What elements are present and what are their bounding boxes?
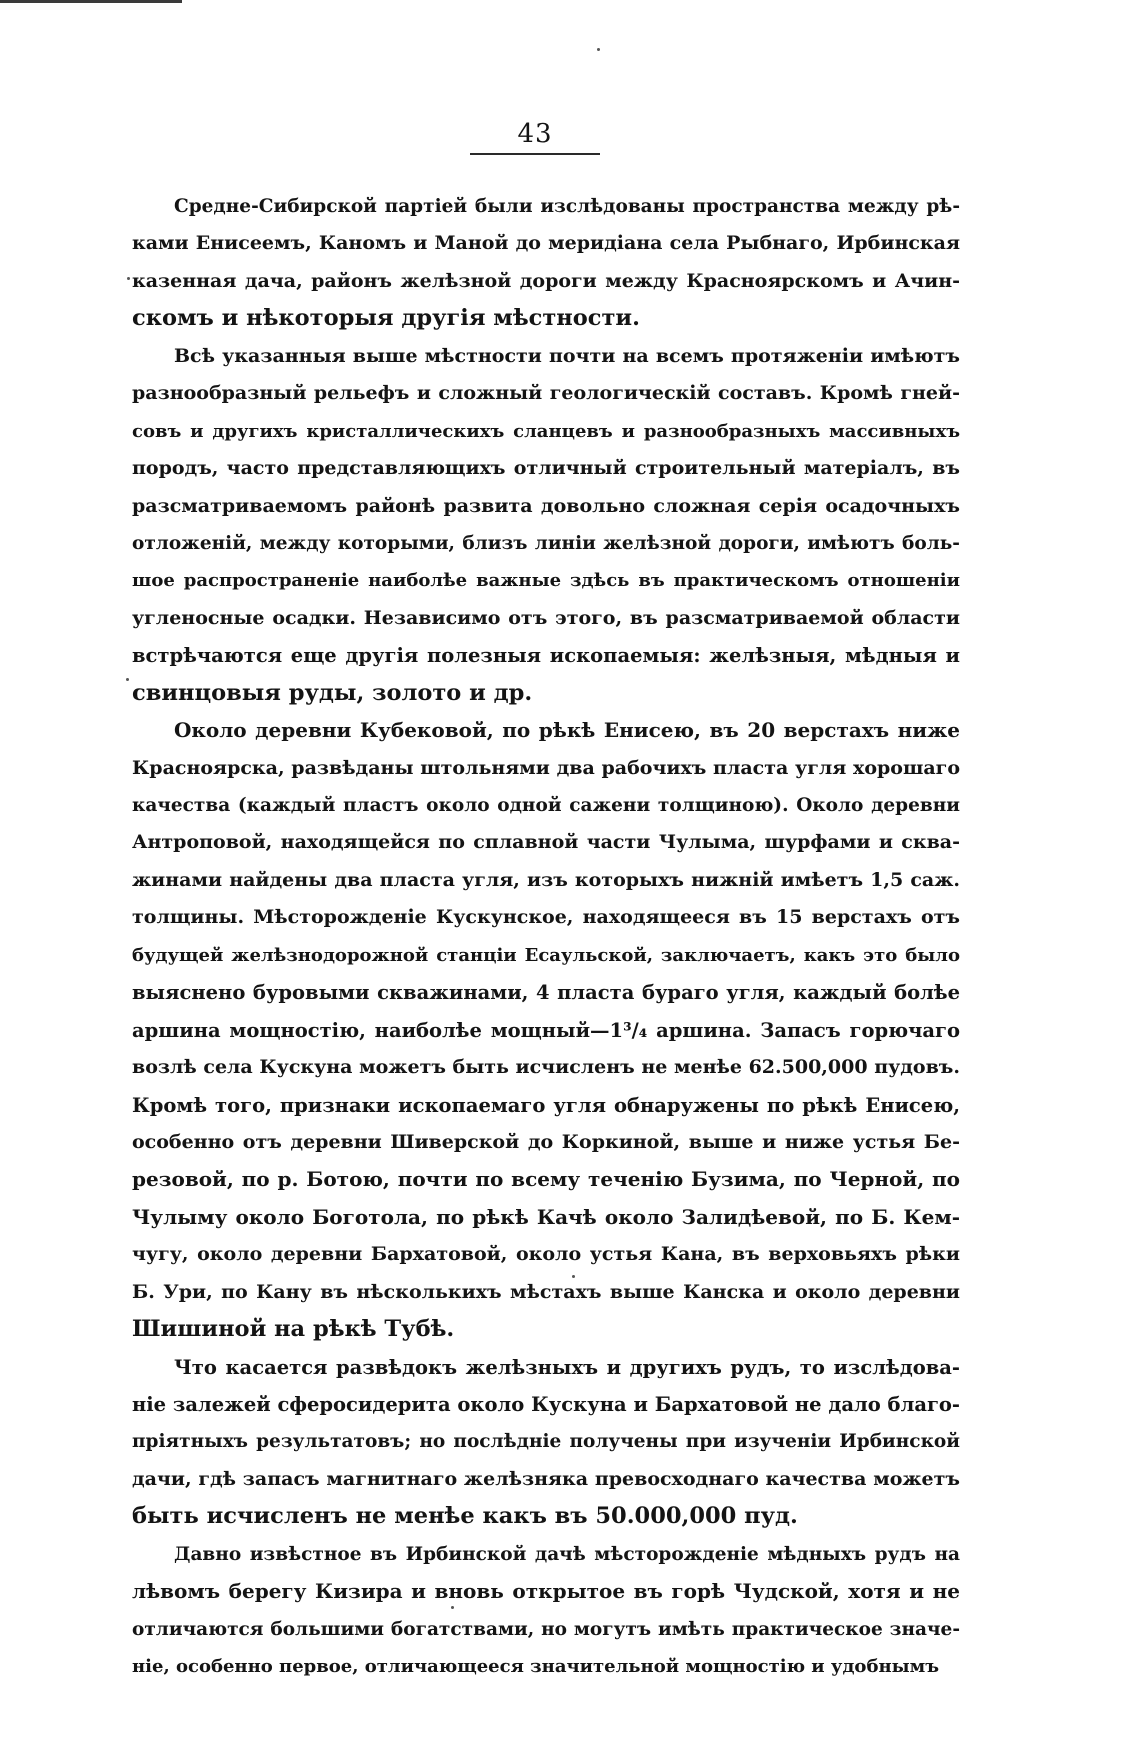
text-line: пріятныхъ результатовъ; но послѣдніе получены при изученіи Ирбинской [132,1431,960,1453]
text-line: выяснено буровыми скважинами, 4 пласта бураго угля, каждый болѣе [132,981,960,1005]
text-line: Чулыму около Боготола, по рѣкѣ Качѣ около Залидѣевой, по Б. Кем- [132,1204,960,1229]
text-line: Около деревни Кубековой, по рѣкѣ Енисею, въ 20 верстахъ ниже [174,718,960,743]
page-number-underline [470,153,600,155]
paragraph [132,188,960,338]
text-line: возлѣ села Кускуна можетъ быть исчисленъ не менѣе 62.500,000 пудовъ. [132,1056,960,1079]
paragraph [132,712,960,1348]
scan-edge-rule [0,0,182,3]
paragraph [132,1349,960,1536]
text-line: разсматриваемомъ районѣ развита довольно сложная серія осадочныхъ [132,494,960,517]
paragraph [132,1536,960,1686]
text-line: чугу, около деревни Бархатовой, около устья Кана, въ верховьяхъ рѣки [132,1243,960,1266]
text-line: разнообразный рельефъ и сложный геологическій составъ. Кромѣ гней- [132,382,960,405]
text-line: ніе залежей сферосидерита около Кускуна и Бархатовой не дало благо- [132,1393,960,1416]
text-line: будущей желѣзнодорожной станціи Есаульской, заключаетъ, какъ это было [132,944,960,966]
main-text [132,188,960,1686]
text-line: Давно извѣстное въ Ирбинской дачѣ мѣсторожденіе мѣдныхъ рудъ на [174,1543,960,1565]
text-line: аршина мощностію, наиболѣе мощный—1³/₄ аршина. Запасъ горючаго [132,1018,960,1042]
text-line: резовой, по р. Ботою, почти по всему теченію Бузима, по Черной, по [132,1167,960,1192]
text-line: Антроповой, находящейся по сплавной части Чулыма, шурфами и сква- [132,831,960,854]
paragraph [132,338,960,712]
page-number: 43 [517,119,553,149]
print-speck [126,678,129,681]
text-line: отличаются большими богатствами, но могутъ имѣть практическое значе- [132,1618,960,1640]
text-line: жинами найдены два пласта угля, изъ которыхъ нижній имѣетъ 1,5 саж. [132,868,960,891]
text-line: встрѣчаются еще другія полезныя ископаемыя: желѣзныя, мѣдныя и [132,644,960,668]
text-line: ніе, особенно первое, отличающееся значительной мощностію и удобнымъ [132,1656,940,1678]
text-line: толщины. Мѣсторожденіе Кускунское, находящееся въ 15 верстахъ отъ [132,906,960,929]
text-line: Шишиной на рѣкѣ Тубѣ. [132,1316,455,1343]
text-line: Что касается развѣдокъ желѣзныхъ и другихъ рудъ, то изслѣдова- [174,1355,960,1379]
print-speck [597,48,600,51]
text-line: угленосные осадки. Независимо отъ этого, въ разсматриваемой области [132,606,960,629]
text-line: Всѣ указанныя выше мѣстности почти на всемъ протяженіи имѣютъ [174,344,960,367]
text-line: качества (каждый пластъ около одной сажени толщиною). Около деревни [132,795,960,816]
text-line: быть исчисленъ не менѣе какъ въ 50.000,000 пуд. [132,1503,798,1530]
text-line: Средне-Сибирской партіей были изслѣдованы пространства между рѣ- [174,196,960,217]
text-line: свинцовыя руды, золото и др. [132,679,533,706]
text-line: Красноярска, развѣданы штольнями два рабочихъ пласта угля хорошаго [132,756,960,779]
text-line: скомъ и нѣкоторыя другія мѣстности. [132,305,640,332]
print-speck [127,277,130,280]
text-line: ками Енисеемъ, Каномъ и Маной до меридіана села Рыбнаго, Ирбинская [132,232,960,255]
text-line: совъ и другихъ кристаллическихъ сланцевъ и разнообразныхъ массивныхъ [132,420,960,442]
text-line: породъ, часто представляющихъ отличный строительный матеріалъ, въ [132,457,960,480]
text-line: отложеній, между которыми, близъ линіи желѣзной дороги, имѣютъ боль- [132,532,960,554]
text-line: шое распространеніе наиболѣе важные здѣсь въ практическомъ отношеніи [132,570,960,592]
text-line: особенно отъ деревни Шиверской до Коркиной, выше и ниже устья Бе- [132,1130,960,1153]
text-line: казенная дача, районъ желѣзной дороги между Красноярскомъ и Ачин- [132,269,960,292]
text-line: Кромѣ того, признаки ископаемаго угля обнаружены по рѣкѣ Енисею, [132,1093,960,1117]
text-line: лѣвомъ берегу Кизира и вновь открытое въ горѣ Чудской, хотя и не [132,1579,960,1604]
text-line: дачи, гдѣ запасъ магнитнаго желѣзняка превосходнаго качества можетъ [132,1467,960,1490]
text-line: Б. Ури, по Кану въ нѣсколькихъ мѣстахъ выше Канска и около деревни [132,1280,960,1303]
